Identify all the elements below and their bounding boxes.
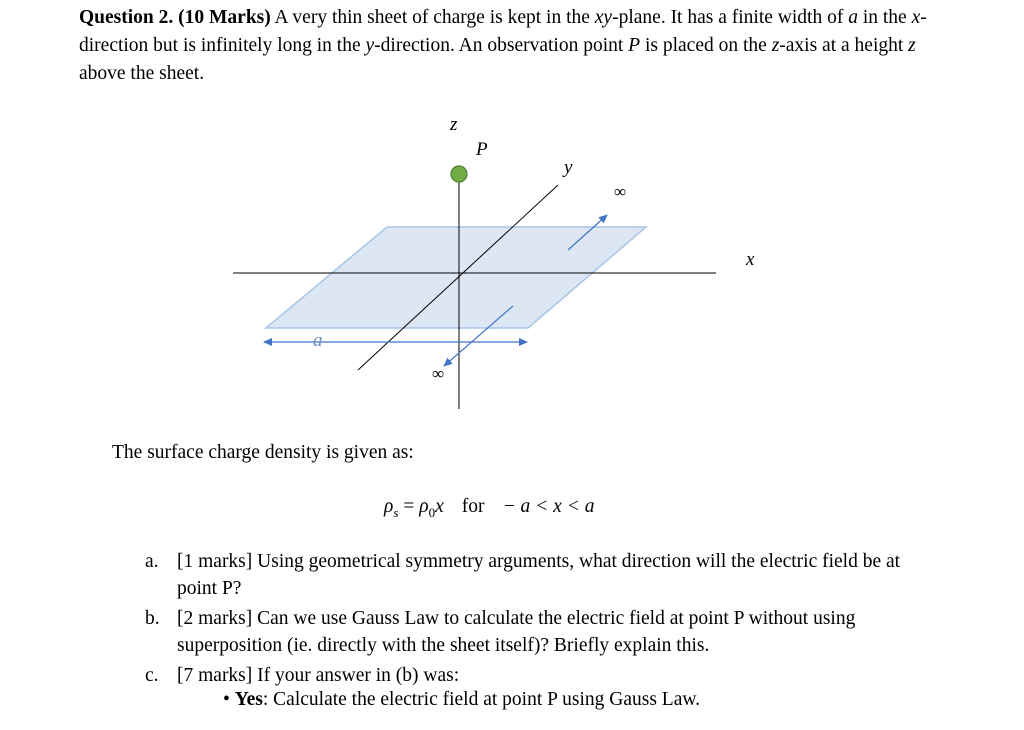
part-label: c. [145,665,159,686]
eq-for: for [461,496,485,517]
question-text: -plane. It has a finite width of [612,7,849,28]
part-label: a. [145,551,159,572]
question-text: -axis at a height [779,35,909,56]
infinity-top-label: ∞ [614,182,627,201]
var-z: z [771,35,780,56]
part-b [145,606,925,659]
question-text: -direction but is infinitely long in the [79,7,927,56]
y-axis-label: y [564,157,573,178]
question-text: in the [857,7,912,28]
bullet-symbol: • [223,689,230,710]
observation-point [451,166,467,182]
question-marks: (10 Marks) [178,7,271,28]
question-parts [145,549,925,694]
part-text: [2 marks] Can we use Gauss Law to calculate the electric field at point P without using superposition (ie. directly with the sheet itself)? Briefly explain this. [177,608,856,656]
var-a: a [848,7,858,28]
var-P: P [628,35,641,56]
infinity-bottom-label: ∞ [432,364,445,383]
charge-density-equation [384,496,594,521]
var-xy: xy [594,7,613,28]
var-x: x [911,7,921,28]
question-text: is placed on the [640,35,772,56]
question-text: -direction. An observation point [374,35,629,56]
rho-s: ρ [384,496,394,517]
part-c [145,663,925,690]
var-z: z [908,35,916,56]
part-text: [7 marks] If your answer in (b) was: [177,665,460,686]
rho-s-sub: s [393,504,399,520]
rho-0-sub: 0 [428,504,436,520]
bullet-yes [223,689,700,711]
question-number: Question 2. [79,7,174,28]
x-axis-label: x [746,249,755,270]
var-y: y [365,35,375,56]
equals-sign: = [398,496,420,517]
eq-range: − a < x < a [502,496,595,517]
density-intro: The surface charge density is given as: [112,442,414,463]
width-a-label: a [313,330,323,351]
bullet-yes-label: Yes [234,689,263,710]
eq-x: x [435,496,444,517]
bullet-text: : Calculate the electric field at point P using Gauss Law. [262,689,701,710]
part-label: b. [145,608,160,629]
part-a [145,549,925,602]
part-text: [1 marks] Using geometrical symmetry arguments, what direction will the electric field be at point P? [177,551,901,599]
z-axis-label: z [450,114,458,135]
rho-0: ρ [419,496,429,517]
question-text: A very thin sheet of charge is kept in the [270,7,595,28]
question-text: above the sheet. [79,63,205,84]
charge-sheet [266,227,646,328]
point-P-label: P [476,139,488,160]
